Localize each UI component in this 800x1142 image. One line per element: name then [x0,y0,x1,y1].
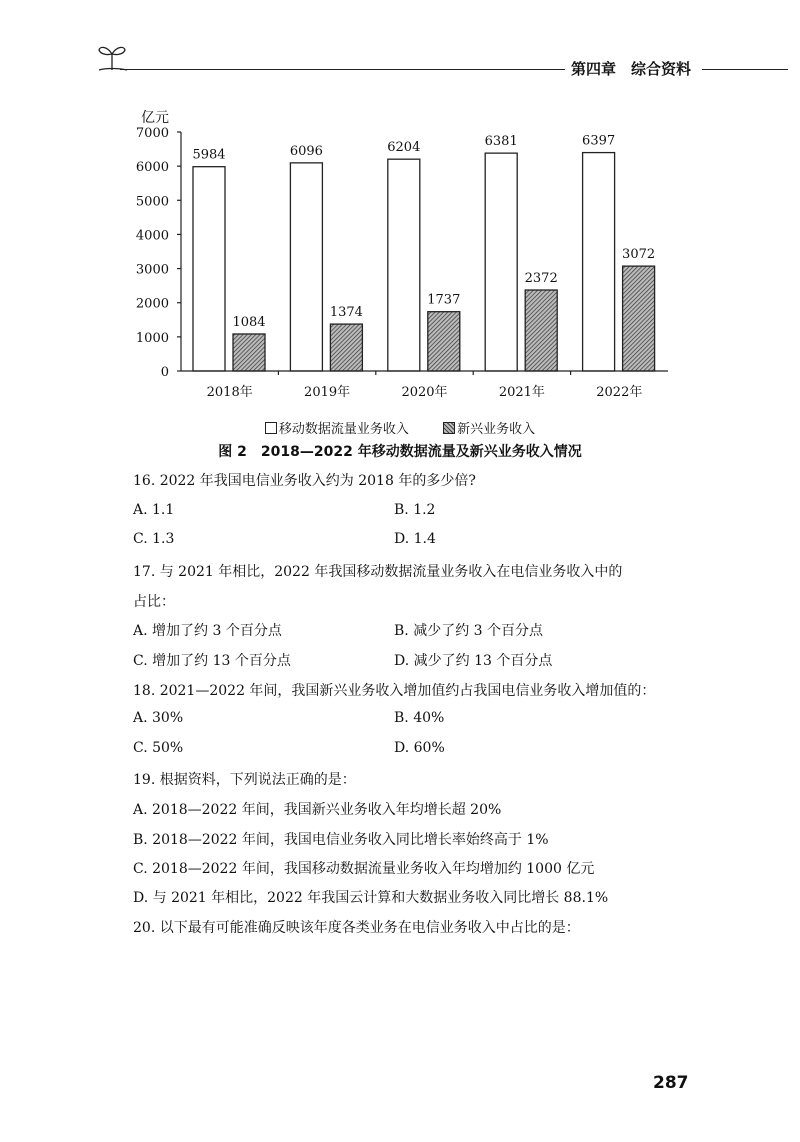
bar-chart [0,95,800,425]
q19-option-a: A. 2018—2022 年间，我国新兴业务收入年均增长超 20% [133,802,502,818]
bar-value-label: 1084 [232,314,266,330]
q17-option-c: C. 增加了约 13 个百分点 [133,653,291,669]
question-16-stem: 16. 2022 年我国电信业务收入约为 2018 年的多少倍? [133,473,476,489]
bar-mobile-data-revenue [485,153,517,371]
bar-emerging-revenue [428,312,460,371]
q16-option-d: D. 1.4 [394,531,436,547]
q17-option-b: B. 减少了约 3 个百分点 [394,623,543,639]
legend-label-emerging: 新兴业务收入 [457,422,536,437]
y-tick-label: 3000 [135,262,169,278]
x-category-label: 2021年 [498,385,545,400]
legend-swatch-emerging [443,422,455,434]
question-17-stem-line2: 占比： [133,594,175,610]
bar-mobile-data-revenue [193,167,225,371]
x-category-label: 2019年 [304,385,351,400]
q17-option-d: D. 减少了约 13 个百分点 [394,653,553,669]
x-category-label: 2022年 [596,385,643,400]
q19-option-b: B. 2018—2022 年间，我国电信业务收入同比增长率始终高于 1% [133,832,549,848]
chart-legend [0,418,800,437]
chapter-title: 第四章 综合资料 [565,58,697,79]
bar-value-label: 1737 [427,292,461,308]
question-17-stem-line1: 17. 与 2021 年相比，2022 年我国移动数据流量业务收入在电信业务收入中的 [133,564,623,580]
y-tick-label: 6000 [135,160,169,176]
page-number: 287 [653,1073,689,1093]
q18-option-c: C. 50% [133,740,184,756]
y-tick-label: 2000 [135,296,169,312]
q19-option-c: C. 2018—2022 年间，我国移动数据流量业务收入年均增加约 1000 亿元 [133,861,595,877]
q19-option-d: D. 与 2021 年相比，2022 年我国云计算和大数据业务收入同比增长 88.1% [133,890,609,906]
bar-value-label: 6381 [484,134,518,150]
bar-mobile-data-revenue [583,153,615,371]
y-tick-label: 5000 [135,194,169,210]
figure-caption [0,441,800,461]
q16-option-b: B. 1.2 [394,502,436,518]
bar-value-label: 3072 [622,247,656,263]
q18-option-a: A. 30% [133,710,184,726]
y-tick-label: 4000 [135,228,169,244]
y-tick-label: 7000 [135,126,169,141]
page-header [0,0,800,80]
bar-value-label: 1374 [329,305,363,321]
q17-option-a: A. 增加了约 3 个百分点 [133,623,282,639]
bar-mobile-data-revenue [290,163,322,371]
bar-emerging-revenue [330,324,362,371]
y-axis-unit-label: 亿元 [141,110,169,126]
bar-emerging-revenue [525,290,557,371]
figure-number: 图 2 [218,444,247,460]
q16-option-a: A. 1.1 [133,502,175,518]
sprout-icon [97,38,127,72]
q16-option-c: C. 1.3 [133,531,175,547]
y-tick-label: 1000 [135,330,169,346]
bar-value-label: 5984 [192,147,226,163]
header-rule-right [702,69,788,70]
legend-label-mobile-data: 移动数据流量业务收入 [278,422,409,437]
x-category-label: 2018年 [206,385,253,400]
bar-mobile-data-revenue [388,159,420,371]
question-20-stem: 20. 以下最有可能准确反映该年度各类业务在电信业务收入中占比的是： [133,920,580,936]
legend-swatch-mobile-data [265,422,277,434]
question-18-stem: 18. 2021—2022 年间，我国新兴业务收入增加值约占我国电信业务收入增加值的： [133,683,656,699]
bar-value-label: 6096 [289,143,323,159]
bar-value-label: 6204 [387,140,421,156]
question-19-stem: 19. 根据资料，下列说法正确的是： [133,772,356,788]
bar-emerging-revenue [233,334,265,371]
q18-option-d: D. 60% [394,740,445,756]
q18-option-b: B. 40% [394,710,445,726]
y-tick-label: 0 [160,365,169,380]
bar-value-label: 6397 [582,133,616,149]
figure-title: 2018—2022 年移动数据流量及新兴业务收入情况 [260,444,582,460]
bar-value-label: 2372 [524,271,558,287]
x-category-label: 2020年 [401,385,448,400]
bar-emerging-revenue [623,266,655,371]
